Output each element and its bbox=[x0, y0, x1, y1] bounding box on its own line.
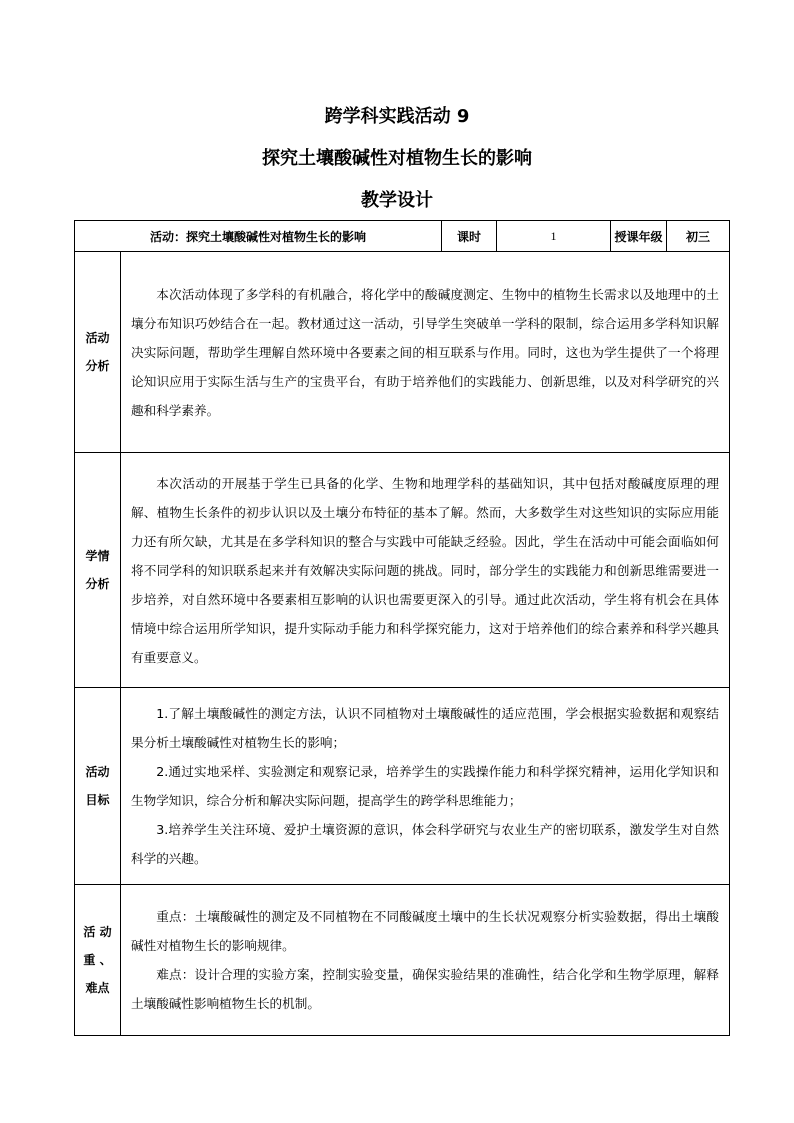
paragraph: 难点：设计合理的实验方案，控制实验变量，确保实验结果的准确性，结合化学和生物学原理，解释土壤酸碱性影响植物生长的机制。 bbox=[131, 967, 720, 1011]
section-label-line: 分析 bbox=[85, 577, 110, 591]
paragraph: 本次活动的开展基于学生已具备的化学、生物和地理学科的基础知识，其中包括对酸碱度原理的理解、植物生长条件的初步认识以及土壤分布特征的基本了解。然而，大多数学生对这些知识的实际应用能力还有所欠缺，尤其是在多学科知识的整合与实践中可能缺乏经验。因此，学生在活动中可能会面临如何将不同学科的知识联系起来并有效解决实际问题的挑战。同时，部分学生的实践能力和创新思维需要进一步培养，对自然环境中各要素相互影响的认识也需要更深入的引导。通过此次活动，学生将有机会在具体情境中综合运用所学知识，提升实际动手能力和科学探究能力，这对于培养他们的综合素养和科学兴趣具有重要意义。 bbox=[131, 475, 720, 665]
grade-value: 初三 bbox=[667, 221, 730, 252]
paragraph: 1.了解土壤酸碱性的测定方法，认识不同植物对土壤酸碱性的适应范围，学会根据实验数据和观察结果分析土壤酸碱性对植物生长的影响； bbox=[131, 706, 720, 750]
document-heading: 教学设计 bbox=[361, 190, 433, 211]
section-label bbox=[75, 453, 121, 688]
section-label bbox=[75, 885, 121, 1036]
lesson-table bbox=[74, 220, 730, 1036]
document-subtitle: 探究土壤酸碱性对植物生长的影响 bbox=[262, 148, 532, 169]
paragraph: 本次活动体现了多学科的有机融合，将化学中的酸碱度测定、生物中的植物生长需求以及地理中的土壤分布知识巧妙结合在一起。教材通过这一活动，引导学生突破单一学科的限制，综合运用多学科知识解决实际问题，帮助学生理解自然环境中各要素之间的相互联系与作用。同时，这也为学生提供了一个将理论知识应用于实际生活与生产的宝贵平台，有助于培养他们的实践能力、创新思维，以及对科学研究的兴趣和科学素养。 bbox=[131, 286, 720, 418]
section-label bbox=[75, 252, 121, 453]
section-label-line: 活动 bbox=[85, 765, 110, 779]
section-content bbox=[121, 688, 730, 885]
section-row-objectives bbox=[75, 688, 730, 885]
period-label: 课时 bbox=[442, 221, 497, 252]
activity-name: 活动：探究土壤酸碱性对植物生长的影响 bbox=[75, 221, 442, 252]
section-content bbox=[121, 885, 730, 1036]
section-label-line: 目标 bbox=[85, 793, 110, 807]
paragraph: 2.通过实地采样、实验测定和观察记录，培养学生的实践操作能力和科学探究精神，运用化学知识和生物学知识，综合分析和解决实际问题，提高学生的跨学科思维能力； bbox=[131, 764, 720, 808]
document-title: 跨学科实践活动 9 bbox=[324, 106, 470, 127]
paragraph: 3.培养学生关注环境、爱护土壤资源的意识，体会科学研究与农业生产的密切联系，激发学生对自然科学的兴趣。 bbox=[131, 822, 720, 866]
section-label-line: 学情 bbox=[85, 549, 110, 563]
section-row-key-points bbox=[75, 885, 730, 1036]
section-row-student-analysis bbox=[75, 453, 730, 688]
paragraph: 重点：土壤酸碱性的测定及不同植物在不同酸碱度土壤中的生长状况观察分析实验数据，得出土壤酸碱性对植物生长的影响规律。 bbox=[131, 909, 720, 953]
section-content bbox=[121, 453, 730, 688]
period-value: 1 bbox=[497, 221, 611, 252]
section-label-line: 分析 bbox=[85, 359, 110, 373]
section-label bbox=[75, 688, 121, 885]
section-label-line: 难点 bbox=[85, 981, 110, 995]
section-label-line: 活 动 bbox=[83, 925, 112, 939]
section-row-activity-analysis bbox=[75, 252, 730, 453]
grade-label: 授课年级 bbox=[611, 221, 667, 252]
section-label-line: 活动 bbox=[85, 331, 110, 345]
header-row bbox=[75, 221, 730, 252]
section-label-line: 重 、 bbox=[83, 953, 112, 967]
section-content bbox=[121, 252, 730, 453]
